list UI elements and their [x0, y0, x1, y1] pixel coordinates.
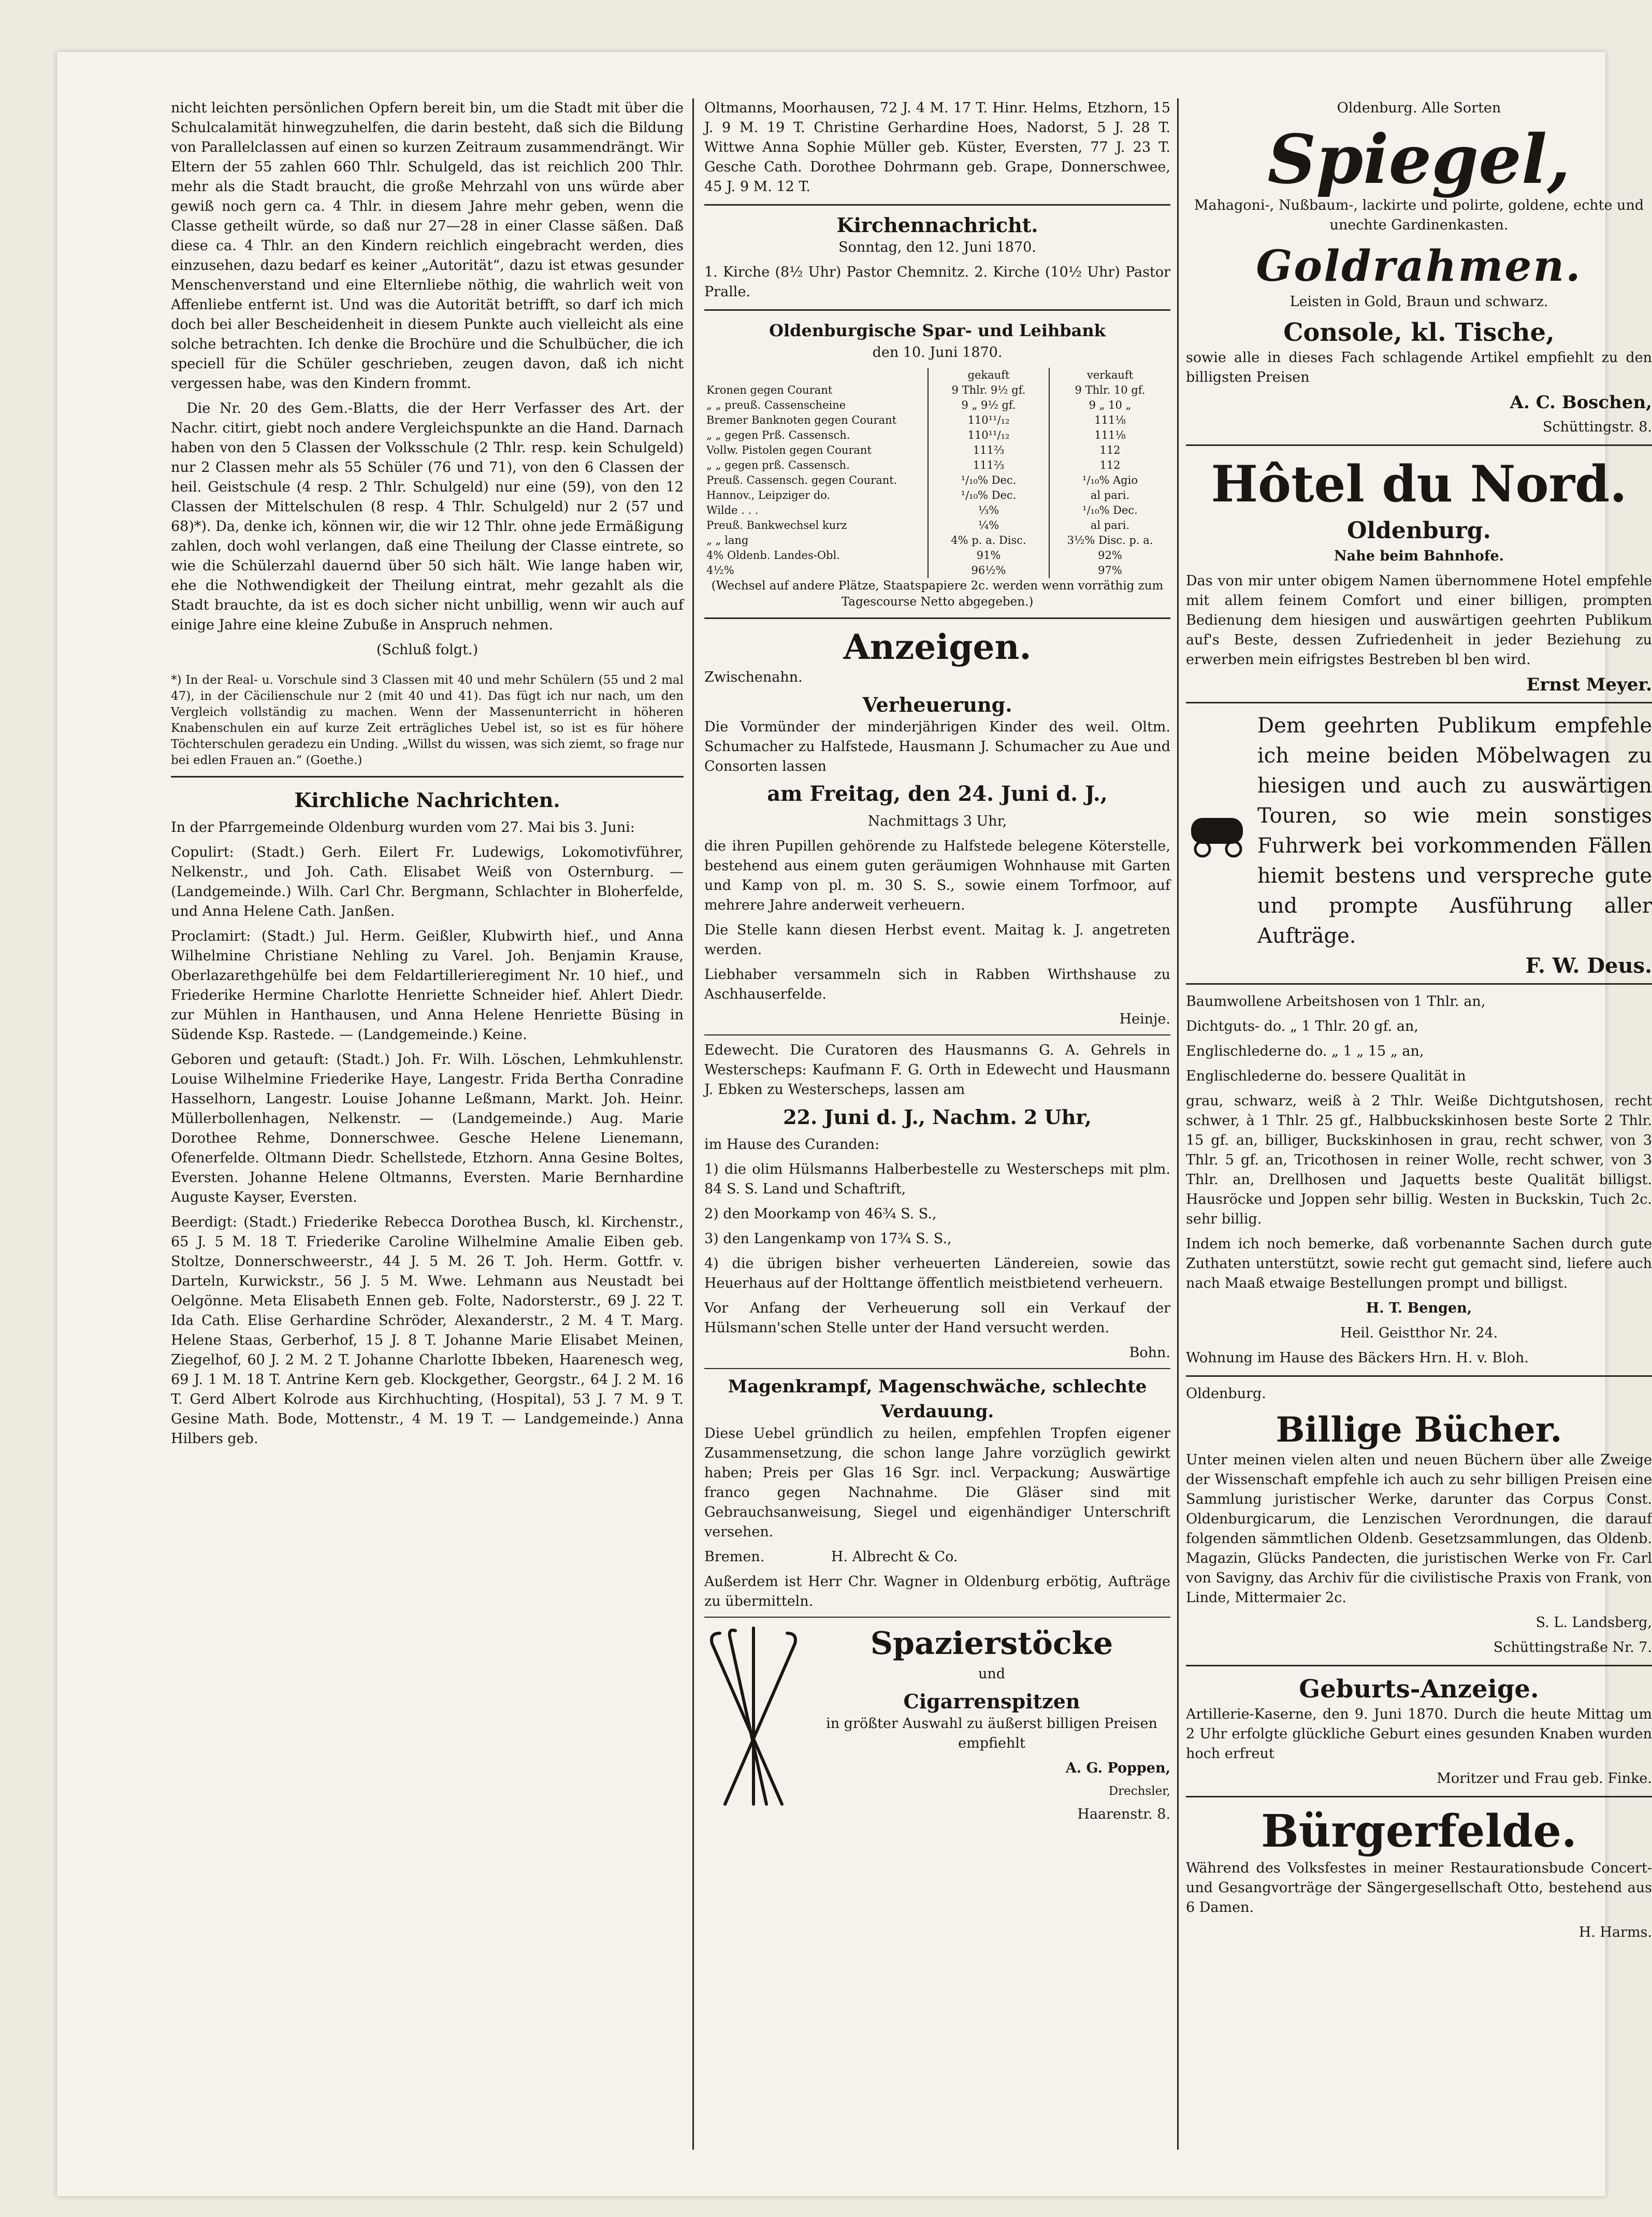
- table-cell: Preuß. Bankwechsel kurz: [706, 519, 847, 531]
- bank-title: Oldenburgische Spar- und Leihbank: [769, 321, 1106, 340]
- divider: [704, 1034, 1170, 1035]
- table-cell: 9 „ 10 „: [1049, 398, 1170, 413]
- table-cell: 96½%: [928, 563, 1049, 578]
- ad-signature: Heinje.: [1119, 1011, 1170, 1027]
- ad-signature: F. W. Deus.: [1525, 954, 1652, 978]
- ad-address: Haarenstr. 8.: [1077, 1806, 1170, 1822]
- exchange-rate-rows: [704, 383, 1170, 578]
- table-row: [704, 533, 1170, 548]
- church-service-text: 1. Kirche (8½ Uhr) Pastor Chemnitz. 2. Kirche (10½ Uhr) Pastor Pralle.: [704, 264, 1170, 300]
- ad-text: Vor Anfang der Verheuerung soll ein Verkauf der Hülsmann'schen Stelle unter der Hand versucht werden.: [704, 1300, 1170, 1336]
- ad-text: Mahagoni-, Nußbaum-, lackirte und polirte, goldene, echte und unechte Gardinenkasten.: [1194, 197, 1644, 233]
- table-cell: Preuß. Cassensch. gegen Courant.: [706, 474, 897, 486]
- church-service-title: Kirchennachricht.: [836, 213, 1038, 237]
- table-row: [704, 488, 1170, 503]
- divider: [704, 1368, 1170, 1369]
- ad-text: Liebhaber versammeln sich in Rabben Wirthshause zu Aschhauserfelde.: [704, 967, 1170, 1002]
- table-cell: 9 „ 9½ gf.: [928, 398, 1049, 413]
- divider: [1186, 444, 1652, 446]
- footnote: *) In der Real- u. Vorschule sind 3 Classen mit 40 und mehr Schülern (55 und 2 mal 47), in der Cäcilienschule nur 2 (mit 40 und 41). Das fügt ich nur nach, um den Vergleich vollständig zu machen. Wenn der Massenunterricht in höheren Knabenschulen ein auf kurze Zeit erträgliches Uebel ist, so ist es für höhere Töchterschulen geradezu ein Unding. „Willst du wissen, was sich ziemt, so frage nur bei edlen Frauen an.“ (Goethe.): [171, 673, 684, 767]
- ad-address: Schüttingstr. 8.: [1543, 419, 1652, 435]
- column-left: [171, 98, 684, 1454]
- table-cell: Bremer Banknoten gegen Courant: [706, 414, 897, 426]
- church-buried: Beerdigt: (Stadt.) Friederike Rebecca Dorothea Busch, kl. Kirchenstr., 65 J. 5 M. 18 T. Friederike Caroline Wilhelmine Amalie Eiben geb. Stoltze, Donnerschweerstr., 44 J. 5 M. 26 T. Joh. Herm. Gottfr. v. Darteln, Kurwickstr., 56 J. 5 M. Wwe. Lehmann aus Neustadt bei Oelgönne. Meta Elisabeth Ennen geb. Folte, Nadorsterstr., 69 J. 22 T. Ida Cath. Elise Gerhardine Schröder, Alexanderstr., 2 M. 4 T. Marg. Helene Staas, Gerberhof, 15 J. 8 T. Johanne Marie Elisabet Meinen, Ziegelhof, 60 J. 2 M. 2 T. Johanne Charlotte Ibbeken, Haarenesch weg, 69 J. 1 M. 18 T. Antrine Kern geb. Klockgether, Georgstr., 64 J. 2 M. 16 T. Gerd Albert Kolrode aus Kirchhuchting, (Hospital), 53 J. 7 M. 9 T. Gesine Math. Bode, Mottenstr., 4 M. 19 T. — Landgemeinde.) Anna Hilbers geb.: [171, 1214, 684, 1447]
- table-cell: 3½% Disc. p. a.: [1049, 533, 1170, 548]
- ad-list-item: 2) den Moorkamp von 46¾ S. S.,: [704, 1206, 937, 1222]
- table-cell: 4½%: [706, 564, 734, 577]
- table-row: [704, 383, 1170, 398]
- table-cell: al pari.: [1049, 518, 1170, 533]
- table-row: [704, 413, 1170, 428]
- table-cell: 112: [1049, 443, 1170, 458]
- ad-text: Die Stelle kann diesen Herbst event. Maitag k. J. angetreten werden.: [704, 922, 1170, 958]
- divider: [704, 204, 1170, 206]
- table-row: [704, 518, 1170, 533]
- books-ad-title: Billige Bücher.: [1276, 1409, 1562, 1450]
- ad-place: Oldenburg. Alle Sorten: [1337, 100, 1501, 116]
- ad-place: [704, 1547, 1170, 1567]
- column-right: [1186, 98, 1652, 1948]
- ad-signature: H. Harms.: [1578, 1924, 1652, 1940]
- ad-text: Außerdem ist Herr Chr. Wagner in Oldenburg erbötig, Aufträge zu übermitteln.: [704, 1574, 1170, 1609]
- table-header-row: [704, 368, 1170, 383]
- hotel-city: Oldenburg.: [1347, 517, 1491, 544]
- price-line: Englischlederne do. bessere Qualität in: [1186, 1068, 1466, 1084]
- church-proclaimed: Proclamirt: (Stadt.) Jul. Herm. Geißler, Klubwirth hief., und Anna Wilhelmine Christiane Nehling zu Varel. Joh. Benjamin Krause, Oberlazarethgehülfe bei dem Feldartillerieregiment Nr. 10 hief., und Friederike Hermine Charlotte Henriette Schneider hief. Ahlert Diedr. zur Mühlen in Hanthausen, und Anna Helene Henriette Büsing in Südende Ksp. Rastede. — (Landgemeinde.) Keine.: [171, 928, 684, 1043]
- ad-address: Schüttingstraße Nr. 7.: [1493, 1639, 1652, 1655]
- ad-role: Drechsler,: [1108, 1784, 1170, 1798]
- table-cell: Kronen gegen Courant: [706, 384, 833, 396]
- divider: [1186, 702, 1652, 703]
- divider: [1186, 983, 1652, 985]
- table-row: [704, 473, 1170, 488]
- table-header: [704, 368, 928, 383]
- table-cell: al pari.: [1049, 488, 1170, 503]
- column-middle: [704, 98, 1170, 1830]
- ad-title: Verheuerung.: [862, 693, 1012, 716]
- ad-text: Während des Volksfestes in meiner Restaurationsbude Concert- und Gesangvorträge der Sängergesellschaft Otto, bestehend aus 6 Damen.: [1186, 1860, 1652, 1916]
- ad-signature: S. L. Landsberg,: [1535, 1615, 1652, 1631]
- ad-list-item: 3) den Langenkamp von 17¾ S. S.,: [704, 1231, 952, 1247]
- table-cell: 111⅔: [928, 458, 1049, 473]
- table-row: [704, 443, 1170, 458]
- ad-time: Nachmittags 3 Uhr,: [867, 813, 1007, 829]
- festival-ad-title: Bürgerfelde.: [1261, 1805, 1577, 1858]
- ad-date: am Freitag, den 24. Juni d. J.,: [767, 782, 1108, 806]
- ad-text: im Hause des Curanden:: [704, 1136, 880, 1153]
- ad-text: Die Vormünder der minderjährigen Kinder des weil. Oltm. Schumacher zu Halfstede, Hausmann J. Schumacher zu Aue und Consorten lassen: [704, 719, 1170, 774]
- table-header: gekauft: [928, 368, 1049, 383]
- table-row: [704, 503, 1170, 518]
- church-news-title: Kirchliche Nachrichten.: [294, 788, 560, 812]
- table-cell: ¹/₁₀% Dec.: [928, 488, 1049, 503]
- ad-title: Cigarrenspitzen: [903, 1690, 1080, 1713]
- church-news-intro: In der Pfarrgemeinde Oldenburg wurden vom 27. Mai bis 3. Juni:: [171, 819, 635, 836]
- table-cell: 111⅛: [1049, 428, 1170, 443]
- ad-signature: H. T. Bengen,: [1366, 1300, 1472, 1316]
- walking-sticks-icon: [704, 1623, 803, 1809]
- ad-signature: A. G. Poppen,: [1065, 1760, 1170, 1776]
- ad-text: Artillerie-Kaserne, den 9. Juni 1870. Durch die heute Mittag um 2 Uhr erfolgte glückliche Geburt eines gesunden Knaben wurden hoch erfreut: [1186, 1706, 1652, 1762]
- bank-date: den 10. Juni 1870.: [872, 344, 1003, 361]
- hotel-ad-title: Hôtel du Nord.: [1211, 455, 1627, 513]
- ad-address: Heil. Geistthor Nr. 24.: [1340, 1325, 1498, 1341]
- table-cell: 91%: [928, 548, 1049, 563]
- hotel-location: Nahe beim Bahnhofe.: [1334, 548, 1504, 564]
- frame-ad-title: Goldrahmen.: [1256, 241, 1582, 291]
- mirror-ad-title: Spiegel,: [1267, 120, 1571, 199]
- table-cell: ¹/₁₀% Agio: [1049, 473, 1170, 488]
- ad-text: Das von mir unter obigem Namen übernommene Hotel empfehle mit allem feinem Comfort und einer billigen, prompten Bedienung dem hiesigen und auswärtigen geehrten Publikum auf's Beste, dessen Zufriedenheit in jeder Beziehung zu erwerben mein eifrigstes Bestreben bl ben wird.: [1186, 573, 1652, 668]
- continuation-note: (Schluß folgt.): [376, 642, 479, 658]
- ad-signature: Ernst Meyer.: [1526, 674, 1652, 695]
- divider: [704, 617, 1170, 619]
- table-cell: Hannov., Leipziger do.: [706, 489, 831, 501]
- ad-place: Zwischenahn.: [704, 669, 803, 685]
- ad-list-item: 1) die olim Hülsmanns Halberbestelle zu Westerscheps mit plm. 84 S. S. Land und Schaftrift,: [704, 1161, 1170, 1197]
- ad-text: Wohnung im Hause des Bäckers Hrn. H. v. Bloh.: [1186, 1350, 1529, 1366]
- table-row: [704, 458, 1170, 473]
- ad-date: 22. Juni d. J., Nachm. 2 Uhr,: [783, 1105, 1092, 1129]
- table-row: [704, 428, 1170, 443]
- table-cell: 9 Thlr. 10 gf.: [1049, 383, 1170, 398]
- article-paragraph: Die Nr. 20 des Gem.-Blatts, die der Herr Verfasser des Art. der Nachr. citirt, giebt noch andere Vergleichspunkte an die Hand. Darnach haben von den 5 Classen der Volksschule (2 Thlr. resp. kein Schulgeld) nur 2 Classen mehr als 55 Schüler (76 und 71), von den 6 Classen der heil. Geistschule (4 resp. 2 Thlr. Schulgeld) nur eine (59), von den 12 Classen der Mittelschulen (8 resp. 4 Thlr. Schulgeld) nur 2 (57 und 68)*). Da, denke ich, können wir, die wir 12 Thlr. ohne jede Ermäßigung zahlen, doch wohl verlangen, daß eine Theilung der Classe eintrete, so wie die Schülerzahl dauernd über 50 sich hält. Wie lange haben wir, ehe die Nothwendigkeit der Theilung eintrat, mehr gezahlt als die Stadt brauchte, da ist es doch sicher nicht unbillig, wenn wir auch auf einige Jahre eine kleine Zubuße in Anspruch nehmen.: [171, 400, 684, 633]
- church-copulated: Copulirt: (Stadt.) Gerh. Eilert Fr. Ludewigs, Lokomotivführer, Nelkenstr., und Joh. Cath. Elisabet Weiß von Osternburg. — (Landgemeinde.) Wilh. Carl Chr. Bergmann, Schlachter in Bloherfelde, und Anna Helene Cath. Janßen.: [171, 844, 684, 919]
- divider: [704, 1617, 1170, 1618]
- table-cell: „ „ lang: [706, 534, 749, 546]
- ads-title: Anzeigen.: [843, 627, 1032, 667]
- price-line: Baumwollene Arbeitshosen von 1 Thlr. an,: [1186, 994, 1486, 1010]
- exchange-rate-table: [704, 368, 1170, 578]
- church-service-date: Sonntag, den 12. Juni 1870.: [838, 239, 1036, 255]
- article-paragraph: nicht leichten persönlichen Opfern bereit bin, um die Stadt mit über die Schulcalamität hinwegzuhelfen, die darin besteht, daß sich die Bildung von Parallelclassen auf einen so kurzen Zeitraum zusammendrängt. Wir Eltern der 55 zahlen 660 Thlr. Schulgeld, das ist reichlich 200 Thlr. mehr als die Stadt braucht, die große Mehrzahl von uns würde aber gewiß noch gern ca. 4 Thlr. in diesem Jahre mehr geben, wenn die Classe getheilt würde, so daß nur 27—28 in einer Classe säßen. Daß diese ca. 4 Thlr. an den Kindern reichlich eingebracht werden, dies einzusehen, dazu bedarf es keiner „Autorität“, dazu ist etwas gesunder Menschenverstand und eine Elternliebe nöthig, die wahrlich weit von Affenliebe entfernt ist. Und was die Autorität betrifft, so darf ich mich doch bei aller Bescheidenheit in diesem Punkte auch vielleicht als eine solche betrachten. Ich denke die Brochüre und die Schulbücher, die ich speciell für die Schüler geschrieben, zeugen davon, daß ich nicht vergessen habe, was den Kindern frommt.: [171, 100, 684, 392]
- table-header: verkauft: [1049, 368, 1170, 383]
- ad-place-text: Bremen.: [704, 1549, 765, 1565]
- table-cell: 111⅔: [928, 443, 1049, 458]
- table-cell: 111⅛: [1049, 413, 1170, 428]
- ad-text: die ihren Pupillen gehörende zu Halfstede belegene Köterstelle, bestehend aus einem guten geräumigen Wohnhause mit Garten und Kamp von pl. m. 30 S. S., sowie einem Torfmoor, auf mehrere Jahre anderweit verheuern.: [704, 838, 1170, 913]
- table-row: [704, 548, 1170, 563]
- console-ad-title: Console, kl. Tische,: [1283, 318, 1555, 347]
- ad-text: sowie alle in dieses Fach schlagende Artikel empfiehlt zu den billigsten Preisen: [1186, 350, 1652, 385]
- table-cell: Vollw. Pistolen gegen Courant: [706, 444, 872, 456]
- ad-signature: Bohn.: [1129, 1345, 1170, 1361]
- walking-stick-ad-body: [813, 1623, 1170, 1830]
- ad-place: Oldenburg.: [1186, 1386, 1266, 1402]
- church-born: Geboren und getauft: (Stadt.) Joh. Fr. Wilh. Löschen, Lehmkuhlenstr. Louise Wilhelmine Friederike Haye, Langestr. Frida Bertha Conradine Hasselhorn, Langestr. Louise Johanne Leßmann, Markt. Joh. Heinr. Müllerbollenhagen, Nelkenstr. — (Landgemeinde.) Aug. Marie Dorothee Rehme, Donnerschwee. Gesche Helene Lienemann, Ofenerfelde. Oltmann Diedr. Schellstede, Etzhorn. Anna Gesine Boltes, Eversten. Johanne Helene Oltmanns, Eversten. Marie Bernhardine Auguste Kayser, Eversten.: [171, 1052, 684, 1205]
- ad-text: grau, schwarz, weiß à 2 Thlr. Weiße Dichtgutshosen, recht schwer, à 1 Thlr. 25 gf., Halbbuckskinhosen beste Sorte 2 Thlr. 15 gf. an, billiger, Buckskinhosen in grau, recht schwer, von 3 Thlr. 5 gf. an, Tricothosen in reiner Wolle, recht schwer, von 3 Thlr. an, Drellhosen und Jaquetts beste Qualität billigst. Hausröcke und Joppen sehr billig. Westen in Buckskin, Tuch 2c. sehr billig.: [1186, 1093, 1652, 1227]
- table-cell: 4% p. a. Disc.: [928, 533, 1049, 548]
- table-cell: 92%: [1049, 548, 1170, 563]
- column-rule-1: [692, 98, 694, 2150]
- ad-title: Spazierstöcke: [870, 1625, 1113, 1662]
- divider: [1186, 1375, 1652, 1377]
- divider: [1186, 1665, 1652, 1666]
- table-cell: ¼%: [928, 518, 1049, 533]
- ad-text: Diese Uebel gründlich zu heilen, empfehlen Tropfen eigener Zusammensetzung, die schon lange Jahre vorzüglich gewirkt haben; Preis per Glas 16 Sgr. incl. Verpackung; Auswärtige franco gegen Nachnahme. Die Gläser sind mit Gebrauchsanweisung, Siegel und eigenhändiger Unterschrift versehen.: [704, 1426, 1170, 1540]
- table-cell: 9 Thlr. 9½ gf.: [928, 383, 1049, 398]
- table-cell: 112: [1049, 458, 1170, 473]
- table-cell: 97%: [1049, 563, 1170, 578]
- table-cell: Wilde . . .: [706, 504, 759, 516]
- table-cell: „ „ gegen Prß. Cassensch.: [706, 429, 850, 441]
- ad-title: Magenkrampf, Magenschwäche, schlechte Verdauung.: [728, 1376, 1147, 1422]
- furniture-wagon-ad: [1186, 711, 1652, 956]
- newspaper-page: [57, 52, 1652, 2196]
- ad-signature: Moritzer und Frau geb. Finke.: [1437, 1770, 1652, 1787]
- ad-text: Edewecht. Die Curatoren des Hausmanns G. A. Gehrels in Westerscheps: Kaufmann F. G. Orth in Edewecht und Hausmann J. Ebken zu Westerscheps, lassen am: [704, 1042, 1170, 1098]
- divider: [704, 309, 1170, 311]
- ad-signature: A. C. Boschen,: [1510, 392, 1652, 413]
- price-line: Dichtguts- do. „ 1 Thlr. 20 gf. an,: [1186, 1018, 1418, 1034]
- ad-connector: und: [978, 1666, 1006, 1682]
- ad-text: Unter meinen vielen alten und neuen Büchern über alle Zweige der Wissenschaft empfehle ich auch zu sehr billigen Preisen eine Sammlung juristischer Werke, darunter das Corpus Const. Oldenburgicarum, die Lenzischen Verordnungen, die darauf folgenden sämmtlichen Oldenb. Gesetzsammlungen, das Oldenb. Magazin, Glücks Pandecten, die juristischen Werke von Fr. Carl von Savigny, das Archiv für die civilistische Praxis von Frank, von Linde, Mittermaier 2c.: [1186, 1452, 1652, 1606]
- birth-notice-title: Geburts-Anzeige.: [1299, 1675, 1539, 1704]
- ad-firm: H. Albrecht & Co.: [831, 1549, 958, 1565]
- table-cell: 4% Oldenb. Landes-Obl.: [706, 549, 840, 562]
- bank-note: (Wechsel auf andere Plätze, Staatspapiere 2c. werden wenn vorräthig zum Tagescourse Netto abgegeben.): [711, 579, 1164, 609]
- ad-text: Leisten in Gold, Braun und schwarz.: [1289, 294, 1548, 310]
- table-row: [704, 563, 1170, 578]
- ad-text: Dem geehrten Publikum empfehle ich meine beiden Möbelwagen zu hiesigen und auch zu auswärtigen Touren, so wie mein sonstiges Fuhrwerk bei vorkommenden Fällen hiemit bestens und verspreche gute und prompte Ausführung aller Aufträge.: [1257, 714, 1652, 948]
- table-cell: „ „ gegen prß. Cassensch.: [706, 459, 850, 471]
- covered-wagon-icon: [1186, 808, 1253, 859]
- table-cell: „ „ preuß. Cassenscheine: [706, 399, 846, 411]
- price-line: Englischlederne do. „ 1 „ 15 „ an,: [1186, 1043, 1424, 1059]
- ad-text: in größter Auswahl zu äußerst billigen Preisen empfiehlt: [826, 1716, 1157, 1751]
- church-buried-continued: Oltmanns, Moorhausen, 72 J. 4 M. 17 T. Hinr. Helms, Etzhorn, 15 J. 9 M. 19 T. Christine Gerhardine Hoes, Nadorst, 5 J. 28 T. Wittwe Anna Sophie Müller geb. Küster, Eversten, 77 J. 23 T. Gesche Cath. Dorothee Dohrmann geb. Grape, Donnerschwee, 45 J. 9 M. 12 T.: [704, 100, 1170, 195]
- divider: [171, 776, 684, 778]
- walking-stick-ad: [704, 1623, 1170, 1830]
- table-row: [704, 398, 1170, 413]
- table-cell: ⅓%: [928, 503, 1049, 518]
- table-cell: ¹/₁₀% Dec.: [1049, 503, 1170, 518]
- table-cell: ¹/₁₀% Dec.: [928, 473, 1049, 488]
- divider: [1186, 1796, 1652, 1797]
- ad-text: Indem ich noch bemerke, daß vorbenannte Sachen durch gute Zuthaten unterstützt, sowie recht gut gemacht sind, liefere auch nach Maaß etwaige Bestellungen prompt und billigst.: [1186, 1236, 1652, 1291]
- ad-list-item: 4) die übrigen bisher verheuerten Ländereien, sowie das Heuerhaus auf der Holttange öffentlich meistbietend verheuern.: [704, 1256, 1170, 1291]
- table-cell: 110¹¹/₁₂: [928, 413, 1049, 428]
- column-rule-2: [1177, 98, 1179, 2150]
- table-cell: 110¹¹/₁₂: [928, 428, 1049, 443]
